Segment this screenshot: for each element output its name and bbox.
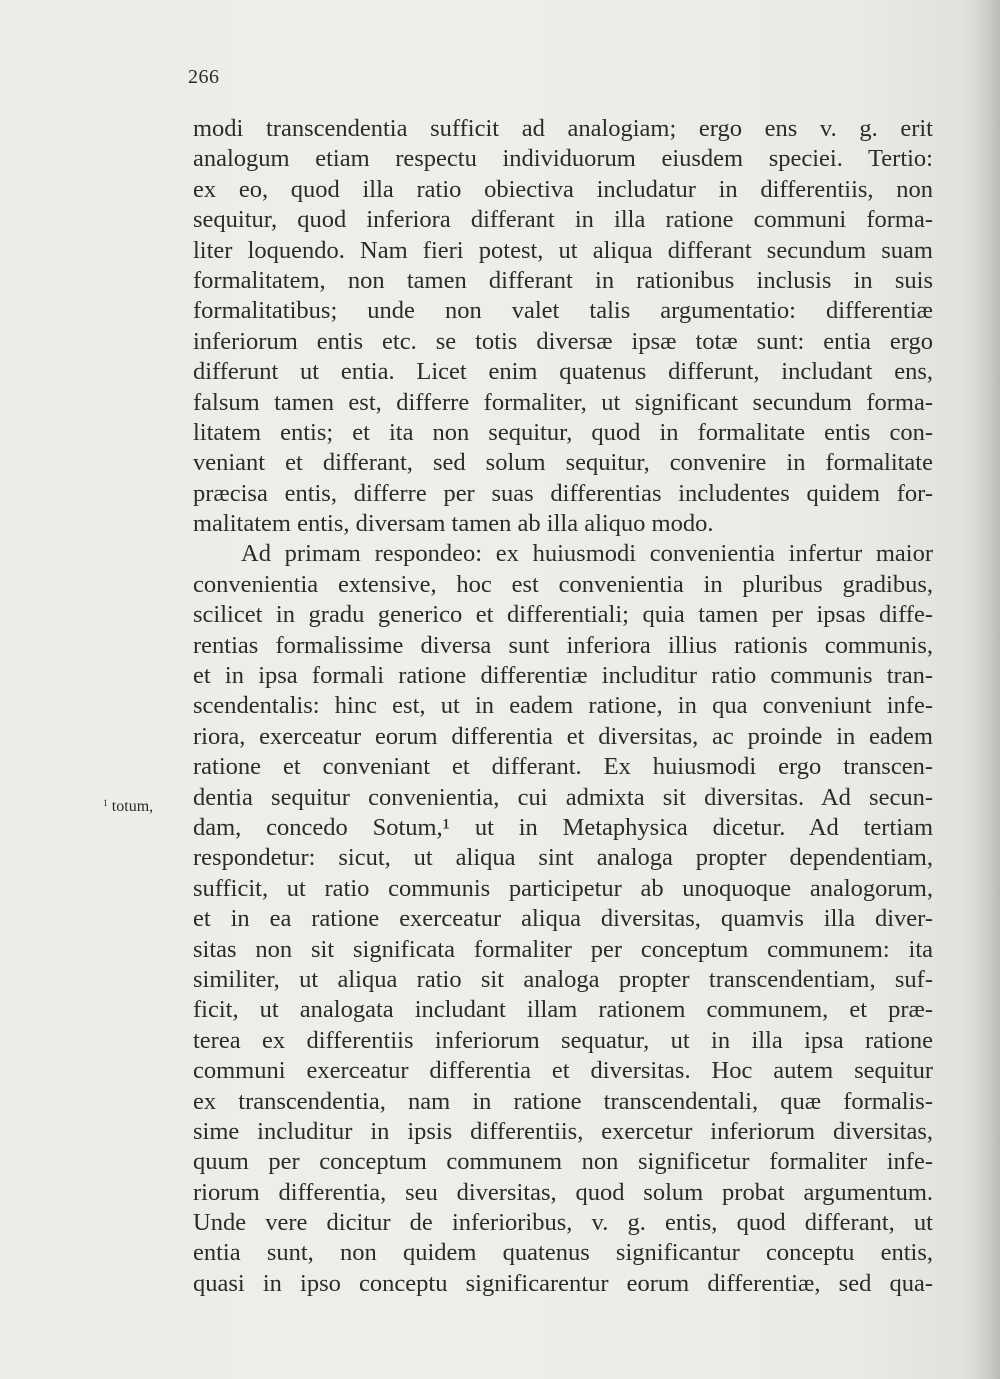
text-line: malitatem entis, diversam tamen ab illa aliquo modo. xyxy=(193,510,714,538)
text-line: convenientia extensive, hoc est convenientia in pluribus gradibus, xyxy=(193,570,933,598)
page-edge-shadow xyxy=(972,0,1000,1379)
text-line-with-footnote-ref: dam, concedo Sotum,¹ ut in Metaphysica dicetur. Ad tertiam xyxy=(193,813,933,841)
text-line: riora, exerceatur eorum differentia et diversitas, ac proinde in eadem xyxy=(193,722,933,750)
text-line: formalitatem, non tamen differant in rationibus inclusis in suis xyxy=(193,266,933,294)
text-line: inferiorum entis etc. se totis diversæ ipsæ totæ sunt: entia ergo xyxy=(193,327,933,355)
text-line: et in ea ratione exerceatur aliqua diversitas, quamvis illa diver- xyxy=(193,905,933,933)
text-line: veniant et differant, sed solum sequitur, convenire in formalitate xyxy=(193,449,933,477)
text-line: modi transcendentia sufficit ad analogiam; ergo ens v. g. erit xyxy=(193,115,933,142)
text-line: et in ipsa formali ratione differentiæ includitur ratio communis tran- xyxy=(193,662,933,690)
text-line: riorum differentia, seu diversitas, quod solum probat argumentum. xyxy=(193,1178,933,1206)
text-line: sufficit, ut ratio communis participetur ab unoquoque analogorum, xyxy=(193,874,933,902)
text-line: entia sunt, non quidem quatenus significantur conceptu entis, xyxy=(193,1239,933,1267)
text-line: sequitur, quod inferiora differant in illa ratione communi forma- xyxy=(193,206,933,234)
text-line: analogum etiam respectu individuorum eiusdem speciei. Tertio: xyxy=(193,145,933,173)
text-line: sitas non sit significata formaliter per conceptum communem: ita xyxy=(193,935,933,963)
text-line: sime includitur in ipsis differentiis, exercetur inferiorum diversitas, xyxy=(193,1117,933,1145)
text-line: quum per conceptum communem non significetur formaliter infe- xyxy=(193,1148,933,1176)
text-line: similiter, ut aliqua ratio sit analoga propter transcendentiam, suf- xyxy=(193,965,933,993)
text-line: Unde vere dicitur de inferioribus, v. g. entis, quod differant, ut xyxy=(193,1209,933,1237)
text-line: ficit, ut analogata includant illam rationem communem, et præ- xyxy=(193,996,933,1024)
text-line: dentia sequitur convenientia, cui admixta sit diversitas. Ad secun- xyxy=(193,783,933,811)
text-line: ex eo, quod illa ratio obiectiva includatur in differentiis, non xyxy=(193,175,933,203)
text-line: quasi in ipso conceptu significarentur eorum differentiæ, sed qua- xyxy=(193,1269,933,1297)
text-line: differunt ut entia. Licet enim quatenus differunt, includant ens, xyxy=(193,358,933,386)
text-line: præcisa entis, differre per suas differentias includentes quidem for- xyxy=(193,479,933,507)
text-line: ratione et conveniant et differant. Ex huiusmodi ergo transcen- xyxy=(193,753,933,781)
margin-footnote xyxy=(103,797,153,817)
text-line: ex transcendentia, nam in ratione transcendentali, quæ formalis- xyxy=(193,1087,933,1115)
text-line: terea ex differentiis inferiorum sequatur, ut in illa ipsa ratione xyxy=(193,1026,933,1054)
text-line: respondetur: sicut, ut aliqua sint analoga propter dependentiam, xyxy=(193,844,933,872)
text-line: formalitatibus; unde non valet talis argumentatio: differentiæ xyxy=(193,297,933,325)
footnote-text: totum, xyxy=(111,798,154,815)
footnote-marker: 1 xyxy=(103,798,108,810)
text-line: communi exerceatur differentia et diversitas. Hoc autem sequitur xyxy=(193,1057,933,1085)
page-number: 266 xyxy=(188,66,220,88)
text-line: rentias formalissime diversa sunt inferiora illius rationis communis, xyxy=(193,631,933,659)
text-line: liter loquendo. Nam fieri potest, ut aliqua differant secundum suam xyxy=(193,236,933,264)
text-line: litatem entis; et ita non sequitur, quod in formalitate entis con- xyxy=(193,418,933,446)
text-line: scilicet in gradu generico et differentiali; quia tamen per ipsas diffe- xyxy=(193,601,933,629)
paragraph-start-line: Ad primam respondeo: ex huiusmodi convenientia infertur maior xyxy=(241,540,933,568)
text-line: falsum tamen est, differre formaliter, ut significant secundum forma- xyxy=(193,388,933,416)
body-text xyxy=(193,114,933,1299)
text-line: scendentalis: hinc est, ut in eadem ratione, in qua conveniunt infe- xyxy=(193,692,933,720)
